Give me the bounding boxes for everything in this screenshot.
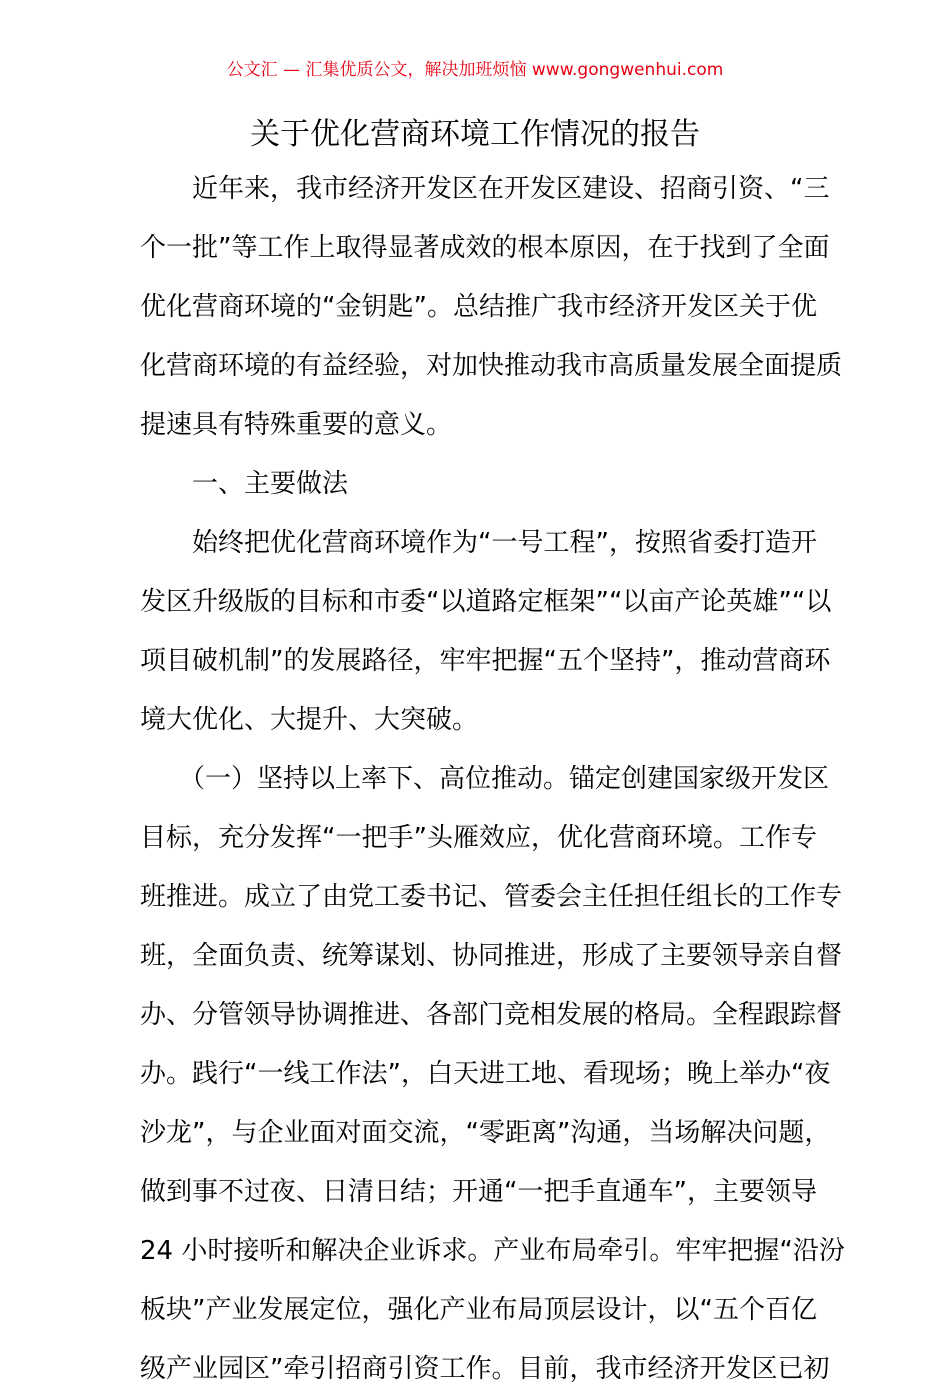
paragraph-line: 班推进。成立了由党工委书记、管委会主任担任组长的工作专 (140, 882, 843, 912)
paragraph-line: 做到事不过夜、日清日结；开通“一把手直通车”，主要领导 (140, 1177, 817, 1207)
paragraph-line: 板块”产业发展定位，强化产业布局顶层设计，以“五个百亿 (140, 1295, 817, 1325)
paragraph-line: 境大优化、大提升、大突破。 (140, 705, 479, 735)
paragraph-line: 办、分管领导协调推进、各部门竞相发展的格局。全程跟踪督 (140, 1000, 843, 1030)
paragraph-line: 24 小时接听和解决企业诉求。产业布局牵引。牢牢把握“沿汾 (140, 1236, 845, 1266)
paragraph-line: 目标，充分发挥“一把手”头雁效应，优化营商环境。工作专 (140, 823, 817, 853)
paragraph-line: 发区升级版的目标和市委“以道路定框架”“以亩产论英雄”“以 (140, 587, 832, 617)
paragraph-line: 优化营商环境的“金钥匙”。总结推广我市经济开发区关于优 (140, 292, 817, 322)
section-heading: 一、主要做法 (140, 469, 349, 499)
paragraph-line: 级产业园区”牵引招商引资工作。目前，我市经济开发区已初 (140, 1354, 830, 1384)
paragraph-line: 个一批”等工作上取得显著成效的根本原因，在于找到了全面 (140, 233, 830, 263)
site-header-banner: 公文汇 — 汇集优质公文，解决加班烦恼 www.gongwenhui.com (226, 60, 724, 80)
paragraph-line: 提速具有特殊重要的意义。 (140, 410, 453, 440)
paragraph-line: 办。践行“一线工作法”，白天进工地、看现场；晚上举办“夜 (140, 1059, 831, 1089)
paragraph-line: 化营商环境的有益经验，对加快推动我市高质量发展全面提质 (140, 351, 843, 381)
paragraph-line: 近年来，我市经济开发区在开发区建设、招商引资、“三 (140, 174, 830, 204)
paragraph-line: 始终把优化营商环境作为“一号工程”，按照省委打造开 (140, 528, 817, 558)
paragraph-line: （一）坚持以上率下、高位推动。锚定创建国家级开发区 (140, 764, 830, 794)
paragraph-line: 项目破机制”的发展路径，牢牢把握“五个坚持”，推动营商环 (140, 646, 831, 676)
paragraph-line: 沙龙”，与企业面对面交流，“零距离”沟通，当场解决问题， (140, 1118, 831, 1148)
document-title: 关于优化营商环境工作情况的报告 (250, 117, 700, 152)
paragraph-line: 班，全面负责、统筹谋划、协同推进，形成了主要领导亲自督 (140, 941, 843, 971)
document-body (140, 160, 845, 1399)
